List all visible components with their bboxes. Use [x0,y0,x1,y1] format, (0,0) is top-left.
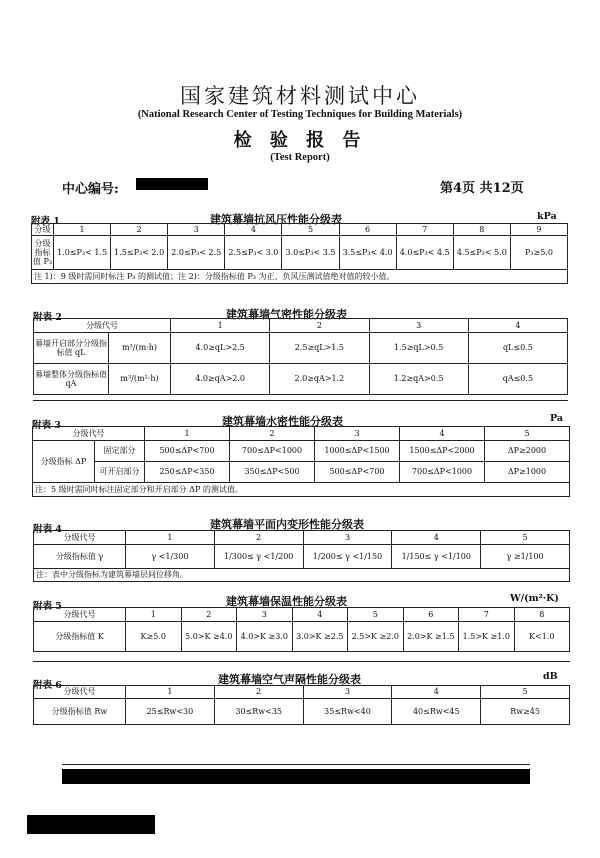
table5-bottom-rule [33,661,570,662]
table6-value: 30≤Rw<35 [214,699,303,725]
table4-grade: 4 [392,531,481,545]
table2-grade: 2 [270,319,369,333]
table3-water-tightness [32,426,570,497]
table2-value: 4.0≥qL>2.5 [171,333,270,364]
table1-value: 3.5≤P₃< 4.0 [339,236,396,270]
table4-value: γ <1/300 [126,545,215,569]
table3-value: 250≤ΔP<350 [145,462,230,483]
table3-grade: 4 [400,427,485,441]
table5-thermal-insulation [33,607,570,652]
table2-row-unit: m³/(m·h) [109,333,171,364]
table1-grade: 2 [111,224,168,236]
table1-value: 4.0≤P₃< 4.5 [396,236,453,270]
table6-value: Rw≥45 [481,699,570,725]
table6-grade: 2 [214,686,303,699]
table4-value: γ ≥1/100 [481,545,570,569]
table1-caption: 附表 1 [31,216,60,227]
center-number-label: 中心编号: [62,182,119,197]
table5-value: 2.5>K ≥2.0 [348,622,404,652]
table2-caption: 附表 2 [33,312,62,323]
org-name-en: (National Research Center of Testing Techniques for Building Materials) [137,109,463,120]
table2-value: 2.0≥qA>1.2 [270,364,369,395]
table1-grade: 5 [282,224,339,236]
table1-title: 建筑幕墙抗风压性能分级表 [210,213,342,226]
table1-row-label: 分级指标值 P₃ [32,236,54,270]
table4-value: 1/200≤ γ <1/150 [303,545,392,569]
table5-value: 1.5>K ≥1.0 [459,622,515,652]
table6-value: 40≤Rw<45 [392,699,481,725]
table3-value: 350≤ΔP<500 [230,462,315,483]
table5-grade: 5 [348,608,404,622]
table5-head-label: 分级代号 [34,608,126,622]
table2-grade: 1 [171,319,270,333]
table5-value: K≥5.0 [126,622,182,652]
table2-row-unit: m³/(m²·h) [109,364,171,395]
table4-value: 1/150≤ γ <1/100 [392,545,481,569]
table6-grade: 3 [303,686,392,699]
page-indicator: 第4页 共12页 [440,181,524,196]
table5-value: 2.0>K ≥1.5 [403,622,459,652]
table3-row-label: 分级指标 ΔP [33,441,95,483]
redaction-bar [136,178,208,190]
table6-unit: dB [543,671,558,682]
table6-grade: 4 [392,686,481,699]
table5-grade: 8 [514,608,570,622]
table5-value: K<1.0 [514,622,570,652]
table3-unit: Pa [550,413,564,424]
table3-grade: 3 [315,427,400,441]
table2-value: 4.0≥qA>2.0 [171,364,270,395]
footer-rule [62,764,530,765]
table4-in-plane-deformation [33,530,570,582]
table6-head-label: 分级代号 [34,686,126,699]
table5-value: 4.0>K ≥3.0 [237,622,293,652]
table5-grade: 1 [126,608,182,622]
table3-sub-label: 可开启部分 [95,462,145,483]
table2-row-label: 幕墙整体分级指标值 qA [34,364,109,395]
table3-title: 建筑幕墙水密性能分级表 [222,415,343,428]
org-name-cn: 国家建筑材料测试中心 [180,84,420,108]
table6-title: 建筑幕墙空气声隔性能分级表 [218,673,361,686]
table1-value: P₃≥5.0 [510,236,567,270]
table4-note: 注：表中分级指标为建筑幕墙层间位移角。 [34,569,570,582]
table1-note: 注 1)：9 级时需同时标注 P₃ 的测试值；注 2)：分级指标值 P₃ 为正、负风压测试值绝对值的较小值。 [32,270,568,284]
table2-value: 1.5≥qL>0.5 [369,333,468,364]
table2-grade: 3 [369,319,468,333]
table1-grade: 7 [396,224,453,236]
table4-row-label: 分级指标值 γ [34,545,126,569]
table3-head-label: 分级代号 [33,427,145,441]
table1-value: 2.5≤P₃< 3.0 [225,236,282,270]
table5-title: 建筑幕墙保温性能分级表 [226,595,347,608]
redaction-bar [27,815,155,834]
table4-grade: 1 [126,531,215,545]
table1-grade: 6 [339,224,396,236]
table1-grade: 3 [168,224,225,236]
table5-grade: 4 [292,608,348,622]
table3-grade: 1 [145,427,230,441]
report-title-en: (Test Report) [270,152,330,163]
table1-value: 1.0≤P₃< 1.5 [54,236,111,270]
table4-caption: 附表 4 [33,524,62,535]
table4-head-label: 分级代号 [34,531,126,545]
table5-grade: 6 [403,608,459,622]
table6-caption: 附表 6 [33,680,62,691]
table1-grade: 8 [453,224,510,236]
table3-value: 1500≤ΔP<2000 [400,441,485,462]
table3-value: 700≤ΔP<1000 [230,441,315,462]
table5-grade: 7 [459,608,515,622]
table2-air-tightness [33,318,568,395]
redaction-bar [62,769,530,784]
table6-value: 35≤Rw<40 [303,699,392,725]
table3-value: 500≤ΔP<700 [145,441,230,462]
table5-value: 5.0>K ≥4.0 [181,622,237,652]
table3-value: 700≤ΔP<1000 [400,462,485,483]
table5-caption: 附表 5 [33,601,62,612]
table3-value: 500≤ΔP<700 [315,462,400,483]
table5-unit: W/(m²·K) [510,593,559,604]
table6-value: 25≤Rw<30 [126,699,215,725]
table1-value: 2.0≤P₃< 2.5 [168,236,225,270]
table2-value: qA≤0.5 [468,364,567,395]
table5-row-label: 分级指标值 K [34,622,126,652]
table1-grade: 4 [225,224,282,236]
table2-grade: 4 [468,319,567,333]
table5-grade: 2 [181,608,237,622]
table5-value: 3.0>K ≥2.5 [292,622,348,652]
table2-head-label: 分级代号 [34,319,171,333]
table3-value: ΔP≥1000 [485,462,570,483]
table6-grade: 5 [481,686,570,699]
table3-note: 注：5 级时需同时标注固定部分和开启部分 ΔP 的测试值。 [33,483,570,497]
table4-grade: 2 [214,531,303,545]
table2-value: 2.5≥qL>1.5 [270,333,369,364]
table1-head-label: 分级 [32,224,54,236]
table3-grade: 2 [230,427,315,441]
table2-value: qL≤0.5 [468,333,567,364]
table5-grade: 3 [237,608,293,622]
table3-value: 1000≤ΔP<1500 [315,441,400,462]
report-title-cn: 检 验 报 告 [233,130,367,151]
table4-value: 1/300≤ γ <1/200 [214,545,303,569]
table6-sound-insulation [33,685,570,725]
table1-grade: 9 [510,224,567,236]
table4-title: 建筑幕墙平面内变形性能分级表 [210,518,364,531]
table1-unit: kPa [537,211,557,222]
table2-value: 1.2≥qA>0.5 [369,364,468,395]
table1-value: 1.5≤P₃< 2.0 [111,236,168,270]
table2-bottom-rule [33,400,568,401]
table3-grade: 5 [485,427,570,441]
table2-title: 建筑幕墙气密性能分级表 [226,308,347,321]
table2-row-label: 幕墙开启部分分级指标值 qL [34,333,109,364]
table1-value: 4.5≤P₃< 5.0 [453,236,510,270]
table1-grade: 1 [54,224,111,236]
table6-grade: 1 [126,686,215,699]
table1-wind-pressure [31,223,568,284]
table3-caption: 附表 3 [32,420,61,431]
table4-grade: 5 [481,531,570,545]
table3-value: ΔP≥2000 [485,441,570,462]
table1-value: 3.0≤P₃< 3.5 [282,236,339,270]
table6-row-label: 分级指标值 Rw [34,699,126,725]
table3-sub-label: 固定部分 [95,441,145,462]
table4-grade: 3 [303,531,392,545]
